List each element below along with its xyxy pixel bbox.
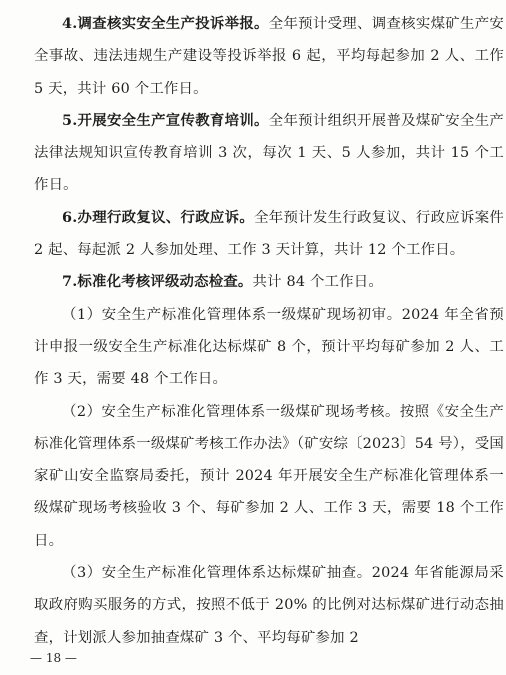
paragraph-standardization-check (34, 266, 504, 298)
paragraph-text: 全年预计组织开展普及煤矿安全生产法律法规知识宣传教育培训 3 次，每次 1 天、5 人参加，共计 15 个工作日。 (34, 112, 504, 194)
paragraph-text: （3）安全生产标准化管理体系达标煤矿抽查。2024 年省能源局采取政府购买服务的方式，按照不低于 20% 的比例对达标煤矿进行动态抽查，计划派人参加抽查煤矿 3 个、平均每矿参加 2 (34, 565, 504, 646)
paragraph-text: 全年预计发生行政复议、行政应诉案件 2 起、每起派 2 人参加处理、工作 3 天计算，共计 12 个工作日。 (34, 209, 505, 259)
paragraph-heading: 6.办理行政复议、行政应诉。 (62, 208, 255, 226)
paragraph-text: 共计 84 个工作日。 (252, 274, 383, 291)
paragraph-complaint-investigation (34, 8, 504, 105)
paragraph-text: （1）安全生产标准化管理体系一级煤矿现场初审。2024 年全省预计申报一级安全生产标准化达标煤矿 8 个，预计平均每矿参加 2 人、工作 3 天，需要 48 个工作日。 (34, 306, 504, 388)
paragraph-safety-training (34, 105, 504, 202)
paragraph-text: （2）安全生产标准化管理体系一级煤矿现场考核。按照《安全生产标准化管理体系一级煤矿考核工作办法》（矿安综〔2023〕54 号），受国家矿山安全监察局委托，预计 2024 年开展安全生产标准化管理体系一级煤矿现场考核验收 3 个、每矿参加 2 人、工作 3 天，需要 18 个工作日。 (34, 403, 504, 549)
paragraph-heading: 4.调查核实安全生产投诉举报。 (62, 15, 269, 32)
paragraph-administrative-review (34, 202, 504, 267)
paragraph-heading: 7.标准化考核评级动态检查。 (62, 273, 253, 291)
paragraph-subitem-site-assessment (34, 396, 504, 557)
paragraph-heading: 5.开展安全生产宣传教育培训。 (62, 111, 269, 129)
paragraph-text: 全年预计受理、调查核实煤矿生产安全事故、违法违规生产建设等投诉举报 6 起，平均每起参加 2 人、工作 5 天，共计 60 个工作日。 (34, 16, 504, 97)
paragraph-subitem-initial-review (34, 299, 504, 396)
paragraph-subitem-spot-check (34, 557, 504, 654)
document-body (34, 8, 504, 654)
page-number: — 18 — (30, 651, 77, 665)
